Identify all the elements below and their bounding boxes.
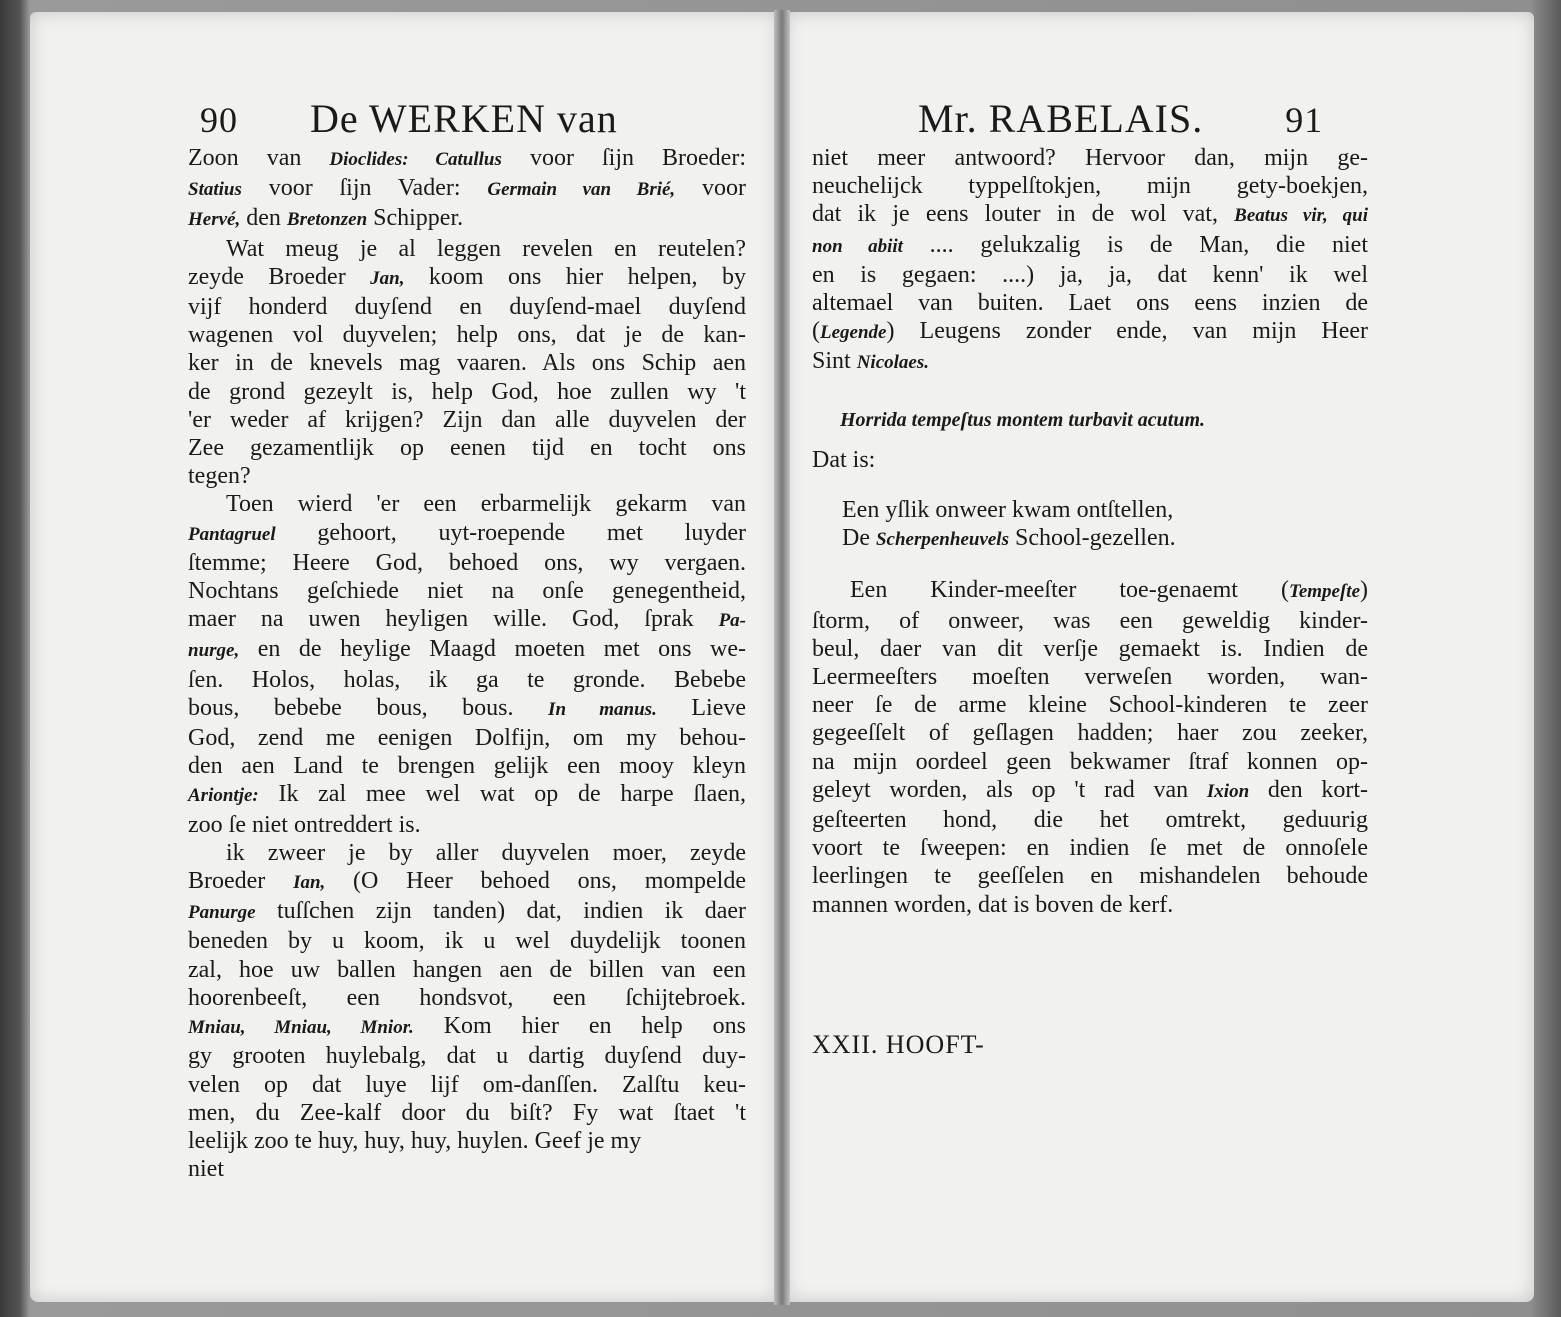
- text-run: bous, bebebe bous, bous.: [188, 694, 549, 721]
- text-run: geſteerten hond, die het omtrekt, geduurig: [812, 807, 1368, 834]
- page-number: 90: [200, 100, 238, 140]
- text-run: XXII. HOOFT-: [812, 1029, 985, 1059]
- text-line: [812, 862, 1368, 890]
- text-line: [188, 577, 746, 605]
- italic-text: Germain van Brié,: [487, 179, 676, 201]
- italic-text: Ian,: [293, 872, 326, 894]
- text-run: Zee gezamentlijk op eenen tijd en tocht ons: [188, 435, 746, 462]
- italic-text: Ixion: [1206, 780, 1250, 802]
- text-line: [812, 748, 1368, 776]
- text-run: tuſſchen zijn tanden) dat, indien ik daer: [255, 898, 746, 925]
- right-text-column: [812, 144, 1368, 1059]
- italic-text: Tempeſte: [1288, 581, 1360, 603]
- italic-text: Jan,: [370, 267, 405, 289]
- text-run: den: [240, 205, 287, 232]
- text-line: [812, 144, 1368, 172]
- text-run: ik zweer je by aller duyvelen moer, zeyde: [226, 839, 746, 866]
- text-line: [188, 897, 746, 927]
- text-line: [188, 927, 746, 955]
- text-run: gy grooten huylebalg, dat u dartig duyſend duy-: [188, 1043, 746, 1070]
- text-run: leerlingen te geeſſelen en mishandelen behoude: [812, 863, 1368, 890]
- page-number: 91: [1285, 100, 1324, 140]
- text-line: [188, 378, 746, 406]
- text-line: [812, 289, 1368, 317]
- text-run: zeyde Broeder: [188, 263, 371, 290]
- text-line: [812, 172, 1368, 200]
- italic-text: Mniau, Mniau, Mnior.: [188, 1017, 414, 1039]
- text-run: Nochtans geſchiede niet na onſe genegentheid,: [188, 578, 746, 605]
- text-run: wagenen vol duyvelen; help ons, dat je de kan-: [188, 322, 746, 349]
- text-run: Wat meug je al leggen revelen en reutelen?: [226, 235, 746, 262]
- book-gutter: [774, 10, 790, 1305]
- text-run: mannen worden, dat is boven de kerf.: [812, 891, 1174, 918]
- text-line: [812, 317, 1368, 347]
- text-run: niet: [188, 1156, 224, 1183]
- text-line: [188, 549, 746, 577]
- text-run: Toen wierd 'er een erbarmelijk gekarm van: [226, 491, 746, 518]
- italic-text: Dioclides: Catullus: [329, 149, 502, 170]
- text-run: altemael van buiten. Laet ons eens inzien de: [812, 290, 1368, 317]
- text-run: na mijn oordeel geen bekwamer ſtraf konnen op-: [812, 748, 1368, 775]
- text-run: beneden by u koom, ik u wel duydelijk toonen: [188, 928, 746, 955]
- text-run: velen op dat luye lijf om-danſſen. Zalſtu keu-: [188, 1071, 746, 1098]
- italic-text: Panurge: [188, 902, 256, 924]
- show-through-right: [1380, 150, 1530, 1250]
- italic-text: Scherpenheuvels: [875, 529, 1009, 551]
- text-line: [188, 752, 746, 780]
- italic-text: Ariontje:: [188, 785, 259, 807]
- text-run: Kom hier en help ons: [413, 1013, 747, 1040]
- text-line: [188, 174, 746, 204]
- text-line: [188, 144, 746, 174]
- show-through-left: [56, 150, 176, 1250]
- text-line: [188, 321, 746, 349]
- text-line: [188, 490, 746, 518]
- text-line: [812, 200, 1368, 230]
- text-run: niet meer antwoord? Hervoor dan, mijn ge-: [812, 145, 1368, 171]
- text-line: [812, 776, 1368, 806]
- text-line: [188, 204, 746, 234]
- text-line: [188, 694, 746, 724]
- text-run: vijf honderd duyſend en duyſend-mael duyſend: [188, 294, 746, 321]
- text-line: [188, 984, 746, 1012]
- text-line: [188, 839, 746, 867]
- text-line: [188, 1042, 746, 1070]
- italic-text: Nicolaes.: [856, 352, 929, 374]
- text-line: [188, 956, 746, 984]
- text-run: maer na uwen heyligen wille. God, ſprak: [188, 606, 719, 633]
- text-run: School-gezellen.: [1008, 525, 1176, 552]
- text-line: [812, 635, 1368, 663]
- text-line: [812, 891, 1368, 919]
- italic-text: Statius: [188, 179, 242, 201]
- text-run: dat ik je eens louter in de wol vat,: [812, 201, 1235, 228]
- text-run: Horrida tempeſtus montem turbavit acutum.: [840, 408, 1206, 431]
- text-line: [812, 663, 1368, 691]
- text-run: zal, hoe uw ballen hangen aen de billen van een: [188, 956, 746, 983]
- text-run: voor ſijn Vader:: [241, 175, 488, 202]
- text-line: [188, 235, 746, 263]
- text-run: 'er weder af krijgen? Zijn dan alle duyvelen der: [188, 406, 746, 433]
- text-line: [812, 607, 1368, 635]
- text-run: gehoort, uyt-roepende met luyder: [275, 519, 746, 546]
- text-line: [188, 867, 746, 897]
- text-line: [188, 1127, 746, 1155]
- text-line: [188, 293, 746, 321]
- italic-text: Pantagruel: [188, 523, 276, 545]
- text-line: [188, 519, 746, 549]
- text-line: [812, 406, 1368, 434]
- text-run: men, du Zee-kalf door du biſt? Fy wat ſtaet 't: [188, 1099, 746, 1126]
- text-run: Een yſlik onweer kwam ontſtellen,: [842, 497, 1174, 524]
- text-run: Zoon van: [188, 145, 330, 171]
- text-run: neer ſe de arme kleine School-kinderen te zeer: [812, 692, 1368, 719]
- italic-text: Legende: [820, 322, 887, 344]
- text-run: .... gelukzalig is de Man, die niet: [902, 231, 1368, 258]
- text-run: de grond gezeylt is, help God, hoe zullen wy 't: [188, 378, 746, 405]
- text-run: den kort-: [1249, 776, 1368, 803]
- text-line: [188, 349, 746, 377]
- text-line: [188, 605, 746, 635]
- text-run: en is gegaen: ....) ja, ja, dat kenn' ik wel: [812, 261, 1368, 288]
- text-run: ) Leugens zonder ende, van mijn Heer: [886, 318, 1368, 345]
- text-run: Leermeeſters moeſten verweſen worden, wan-: [812, 664, 1368, 691]
- text-run: God, zend me eenigen Dolfijn, om my behou-: [188, 725, 746, 752]
- italic-text: Hervé,: [188, 209, 241, 231]
- text-run: hoorenbeeſt, een hondsvot, een ſchijtebroek.: [188, 984, 746, 1011]
- text-line: [188, 724, 746, 752]
- text-run: Broeder: [188, 868, 294, 895]
- text-line: [188, 462, 746, 490]
- text-line: [188, 780, 746, 810]
- text-run: den aen Land te brengen gelijk een mooy kleyn: [188, 753, 746, 780]
- text-line: [188, 1155, 746, 1183]
- running-title: De WERKEN van: [310, 96, 618, 141]
- right-page-header: [918, 95, 1323, 142]
- text-run: ſtemme; Heere God, behoed ons, wy vergaen.: [188, 549, 746, 576]
- text-line: [812, 576, 1368, 606]
- text-line: [812, 496, 1368, 524]
- text-line: [188, 666, 746, 694]
- italic-text: Beatus vir, qui: [1234, 205, 1369, 227]
- text-line: [188, 1071, 746, 1099]
- text-run: Schipper.: [367, 205, 464, 232]
- text-run: ſtorm, of onweer, was een geweldig kinder-: [812, 607, 1368, 634]
- text-run: leelijk zoo te huy, huy, huy, huylen. Geef je my: [188, 1127, 642, 1154]
- italic-text: In manus.: [548, 698, 657, 720]
- text-run: voort te ſweepen: en indien ſe met de onnoſele: [812, 835, 1368, 862]
- text-line: [188, 811, 746, 839]
- text-run: geleyt worden, als op 't rad van: [812, 776, 1207, 803]
- text-line: [188, 1099, 746, 1127]
- text-run: koom ons hier helpen, by: [404, 263, 746, 290]
- text-run: beul, daer van dit verſje gemaekt is. Indien de: [812, 635, 1368, 662]
- text-run: (O Heer behoed ons, mompelde: [325, 868, 747, 895]
- italic-text: Bretonzen: [286, 209, 368, 231]
- left-text-column: [188, 144, 746, 1183]
- text-line: [812, 834, 1368, 862]
- text-line: [812, 347, 1368, 377]
- text-line: [812, 719, 1368, 747]
- text-run: Een Kinder-meeſter toe-genaemt (: [850, 577, 1289, 604]
- text-run: neuchelijck typpelſtokjen, mijn gety-boekjen,: [812, 173, 1368, 200]
- text-line: [812, 1031, 1368, 1059]
- text-line: [812, 691, 1368, 719]
- text-line: [812, 231, 1368, 261]
- text-line: [188, 406, 746, 434]
- text-line: [812, 806, 1368, 834]
- text-run: en de heylige Maagd moeten met ons we-: [239, 636, 746, 663]
- text-run: voor: [675, 175, 746, 202]
- text-run: Lieve: [656, 694, 746, 721]
- text-run: Dat is:: [812, 446, 876, 473]
- text-line: [812, 446, 1368, 474]
- italic-text: non abiit: [812, 235, 903, 257]
- text-run: ): [1360, 577, 1368, 604]
- italic-text: Pa-: [718, 610, 746, 632]
- text-run: tegen?: [188, 463, 251, 490]
- text-run: Sint: [812, 348, 857, 375]
- text-line: [812, 524, 1368, 554]
- text-run: voor ſijn Broeder:: [501, 145, 746, 171]
- text-run: De: [842, 525, 876, 552]
- text-run: (: [812, 318, 820, 345]
- text-line: [188, 263, 746, 293]
- text-line: [812, 261, 1368, 289]
- running-title: Mr. RABELAIS.: [918, 96, 1204, 141]
- text-run: Ik zal mee wel wat op de harpe ſlaen,: [258, 781, 746, 808]
- italic-text: nurge,: [188, 640, 240, 662]
- left-page-header: [200, 95, 618, 142]
- text-line: [188, 1012, 746, 1042]
- text-run: ſen. Holos, holas, ik ga te gronde. Bebebe: [188, 666, 746, 693]
- text-line: [188, 434, 746, 462]
- text-run: ker in de knevels mag vaaren. Als ons Schip aen: [188, 350, 746, 377]
- text-run: gegeeſſelt of geſlagen hadden; haer zou zeeker,: [812, 720, 1368, 747]
- text-run: zoo ſe niet ontreddert is.: [188, 811, 421, 838]
- text-line: [188, 635, 746, 665]
